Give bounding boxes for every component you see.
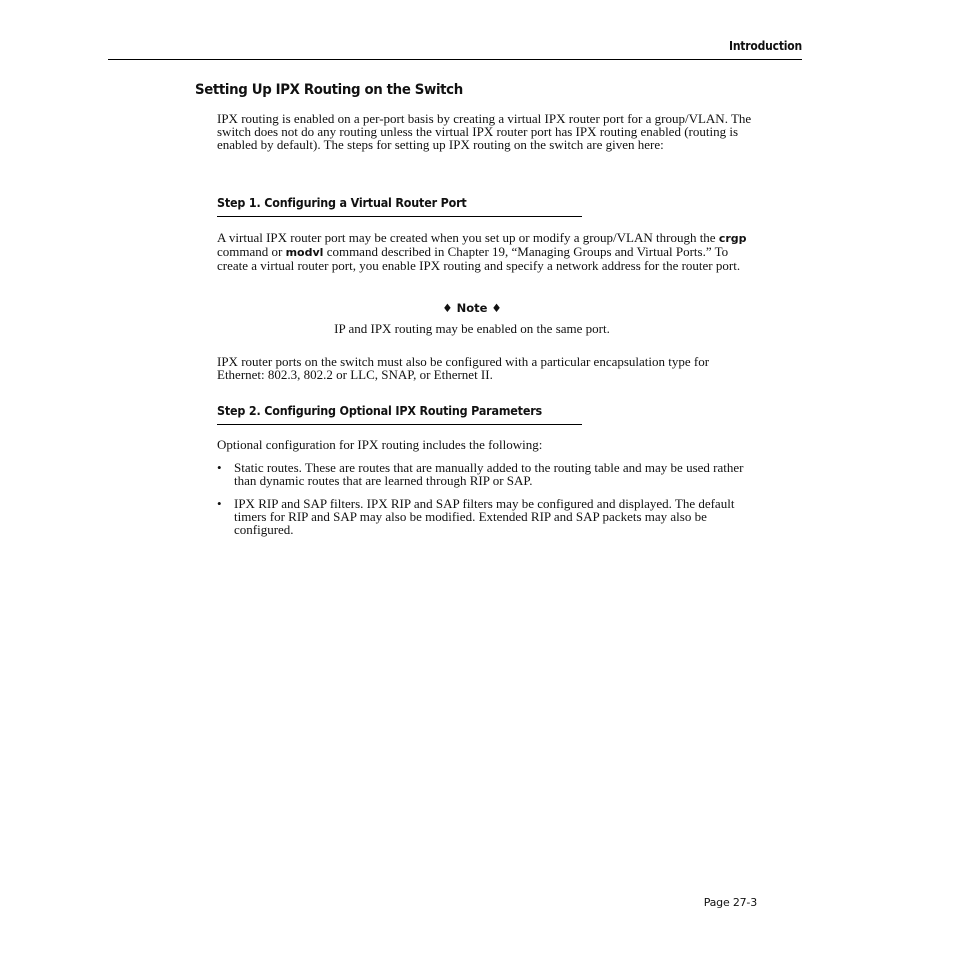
list-item [217,497,757,536]
header-rule [108,59,802,60]
step1-text-b: command or [217,244,286,259]
step1-title: Step 1. Configuring a Virtual Router Port [217,196,467,210]
page-number: Page 27-3 [703,896,757,909]
section-title: Setting Up IPX Routing on the Switch [195,82,463,98]
step2-rule [217,424,582,425]
encapsulation-paragraph: IPX router ports on the switch must also be configured with a particular encapsulation type for Ethernet: 802.3, 802.2 or LLC, SNAP, or Ethernet II. [217,354,710,382]
list-item-text: Static routes. These are routes that are manually added to the routing table and may be used rather than dynamic routes that are learned through RIP or SAP. [234,460,744,488]
modvl-command: modvl [285,246,324,259]
running-header: Introduction [729,39,802,53]
step1-paragraph [217,231,757,272]
note-text: IP and IPX routing may be enabled on the same port. [334,321,610,336]
bullet-icon: • [217,496,222,511]
intro-paragraph: IPX routing is enabled on a per-port basis by creating a virtual IPX router port for a group/VLAN. The switch does not do any routing unless the virtual IPX router port has IPX routing enabled (routing is enabled by default). The steps for setting up IPX routing on the switch are given here: [217,111,752,152]
step2-title: Step 2. Configuring Optional IPX Routing Parameters [217,404,542,418]
options-list [217,461,757,546]
bullet-icon: • [217,460,222,475]
crgp-command: crgp [718,232,747,245]
step1-text-c: command described in Chapter 19, “Managing Groups and Virtual Ports.” To create a virtual router port, you enable IPX routing and specify a network address for the router port. [217,244,741,273]
list-item [217,461,757,487]
step1-text-a: A virtual IPX router port may be created when you set up or modify a group/VLAN through the [217,230,719,245]
step2-intro: Optional configuration for IPX routing includes the following: [217,437,543,452]
step1-rule [217,216,582,217]
note-heading: ♦ Note ♦ [442,301,502,315]
list-item-text: IPX RIP and SAP filters. IPX RIP and SAP filters may be configured and displayed. The default timers for RIP and SAP may also be modified. Extended RIP and SAP packets may also be configured. [234,496,735,537]
